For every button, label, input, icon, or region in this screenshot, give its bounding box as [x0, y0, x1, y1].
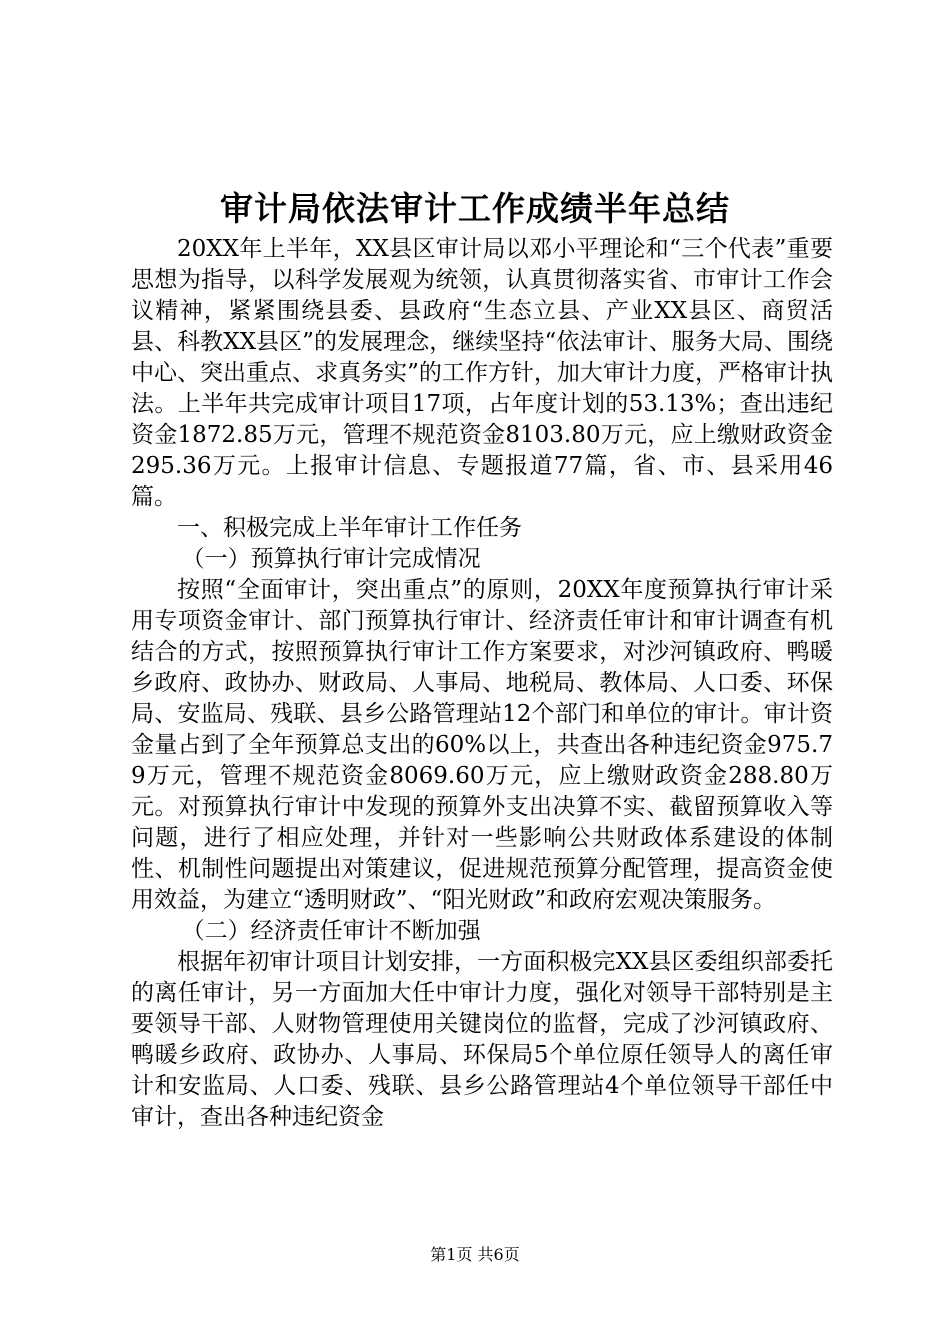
paragraph-intro: 20XX年上半年，XX县区审计局以邓小平理论和“三个代表”重要思想为指导，以科学发展观为统领，认真贯彻落实省、市审计工作会议精神，紧紧围绕县委、县政府“生态立县、产业XX县区、商贸活县、科教XX县区”的发展理念，继续坚持“依法审计、服务大局、围绕中心、突出重点、求真务实”的工作方针，加大审计力度，严格审计执法。上半年共完成审计项目17项，占年度计划的53.13%；查出违纪资金1872.85万元，管理不规范资金8103.80万元，应上缴财政资金295.36万元。上报审计信息、专题报道77篇，省、市、县采用46篇。: [131, 236, 833, 510]
subsection-heading-2: （二）经济责任审计不断加强: [181, 918, 481, 944]
document-body: [131, 234, 833, 1133]
paragraph-economic-audit: 根据年初审计项目计划安排，一方面积极完XX县区委组织部委托的离任审计，另一方面加大任中审计力度，强化对领导干部特别是主要领导干部、人财物管理使用关键岗位的监督，完成了沙河镇政府、鸭暖乡政府、政协办、人事局、环保局5个单位原任领导人的离任审计和安监局、人口委、残联、县乡公路管理站4个单位领导干部任中审计，查出各种违纪资金: [131, 949, 833, 1130]
paragraph-budget-audit: 按照“全面审计，突出重点”的原则，20XX年度预算执行审计采用专项资金审计、部门预算执行审计、经济责任审计和审计调查有机结合的方式，按照预算执行审计工作方案要求，对沙河镇政府、鸭暖乡政府、政协办、财政局、人事局、地税局、教体局、人口委、环保局、安监局、残联、县乡公路管理站12个部门和单位的审计。审计资金量占到了全年预算总支出的60%以上，共查出各种违纪资金975.79万元，管理不规范资金8069.60万元，应上缴财政资金288.80万元。对预算执行审计中发现的预算外支出决算不实、截留预算收入等问题，进行了相应处理，并针对一些影响公共财政体系建设的体制性、机制性问题提出对策建议，促进规范预算分配管理，提高资金使用效益，为建立“透明财政”、“阳光财政”和政府宏观决策服务。: [131, 577, 833, 913]
document-title: 审计局依法审计工作成绩半年总结: [220, 189, 730, 228]
subsection-heading-1: （一）预算执行审计完成情况: [181, 546, 481, 572]
page-number-footer: 第1页 共6页: [430, 1245, 520, 1264]
section-heading-1: 一、积极完成上半年审计工作任务: [177, 515, 522, 541]
